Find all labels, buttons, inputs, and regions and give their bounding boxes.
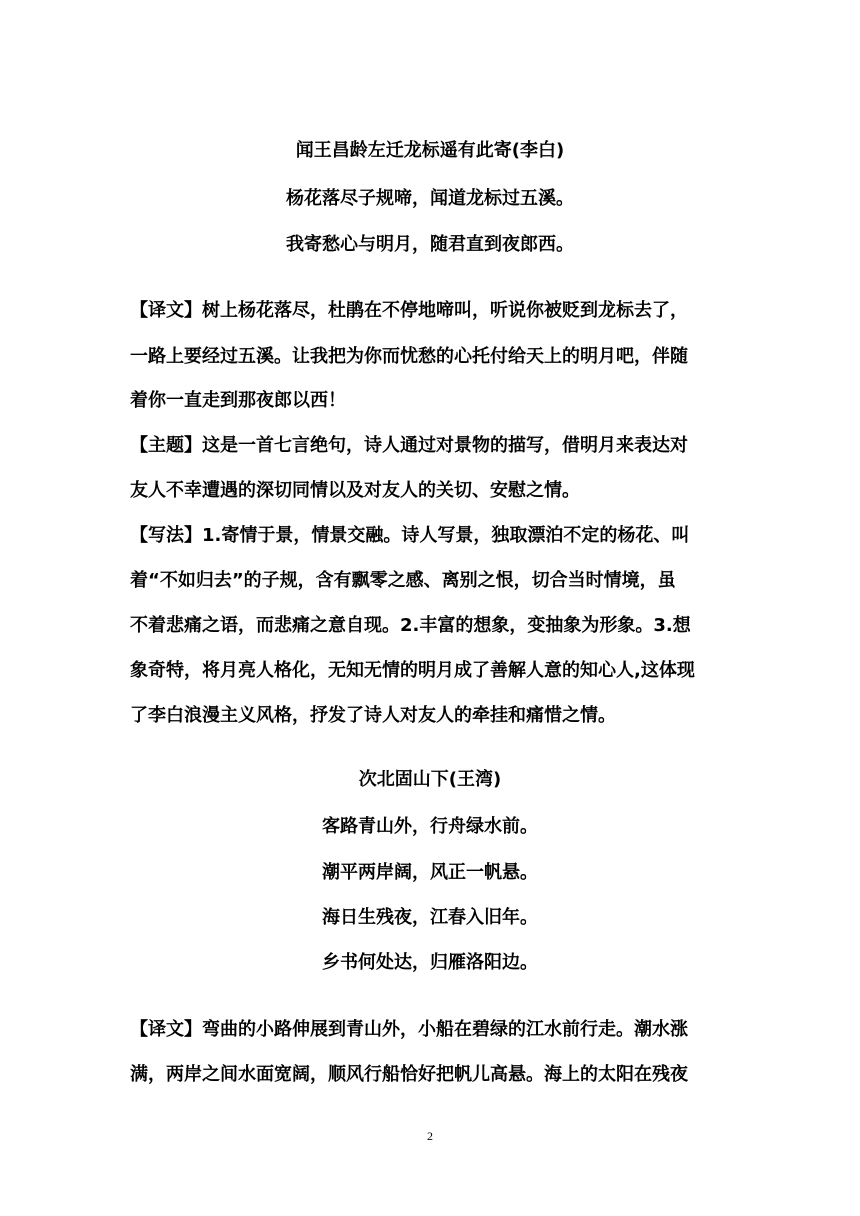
- poem1-translation-line-3: 着你一直走到那夜郎以西！: [130, 390, 346, 411]
- poem1-technique-line-2: 着“不如归去”的子规，含有飘零之感、离别之恨，切合当时情境，虽: [130, 570, 676, 591]
- poem2-line-1: 客路青山外，行舟绿水前。: [322, 816, 538, 837]
- poem1-technique-line-4: 象奇特，将月亮人格化，无知无情的明月成了善解人意的知心人,这体现: [130, 660, 695, 681]
- poem1-technique-line-1: 【写法】1.寄情于景，情景交融。诗人写景，独取漂泊不定的杨花、叫: [130, 525, 690, 546]
- poem2-line-3: 海日生残夜，江春入旧年。: [322, 907, 538, 928]
- poem1-theme-line-2: 友人不幸遭遇的深切同情以及对友人的关切、安慰之情。: [130, 480, 580, 501]
- page-number: 2: [427, 1129, 433, 1143]
- poem1-title: 闻王昌龄左迁龙标遥有此寄(李白): [295, 140, 565, 161]
- poem2-translation-line-1: 【译文】弯曲的小路伸展到青山外，小船在碧绿的江水前行走。潮水涨: [130, 1019, 688, 1040]
- poem1-translation-line-1: 【译文】树上杨花落尽，杜鹃在不停地啼叫，听说你被贬到龙标去了，: [130, 300, 688, 321]
- poem2-title: 次北固山下(王湾): [358, 769, 502, 790]
- poem1-technique-line-3: 不着悲痛之语，而悲痛之意自现。2.丰富的想象，变抽象为形象。3.想: [130, 615, 691, 636]
- poem1-line-1: 杨花落尽子规啼，闻道龙标过五溪。: [286, 188, 574, 209]
- poem1-technique-line-5: 了李白浪漫主义风格，抒发了诗人对友人的牵挂和痛惜之情。: [130, 705, 616, 726]
- poem2-translation-line-2: 满，两岸之间水面宽阔，顺风行船恰好把帆儿高悬。海上的太阳在残夜: [130, 1064, 688, 1085]
- poem1-theme-line-1: 【主题】这是一首七言绝句，诗人通过对景物的描写，借明月来表达对: [130, 435, 688, 456]
- poem2-line-4: 乡书何处达，归雁洛阳边。: [322, 952, 538, 973]
- poem1-line-2: 我寄愁心与明月，随君直到夜郎西。: [286, 234, 574, 255]
- poem1-translation-line-2: 一路上要经过五溪。让我把为你而忧愁的心托付给天上的明月吧，伴随: [130, 346, 688, 367]
- poem2-line-2: 潮平两岸阔，风正一帆悬。: [322, 862, 538, 883]
